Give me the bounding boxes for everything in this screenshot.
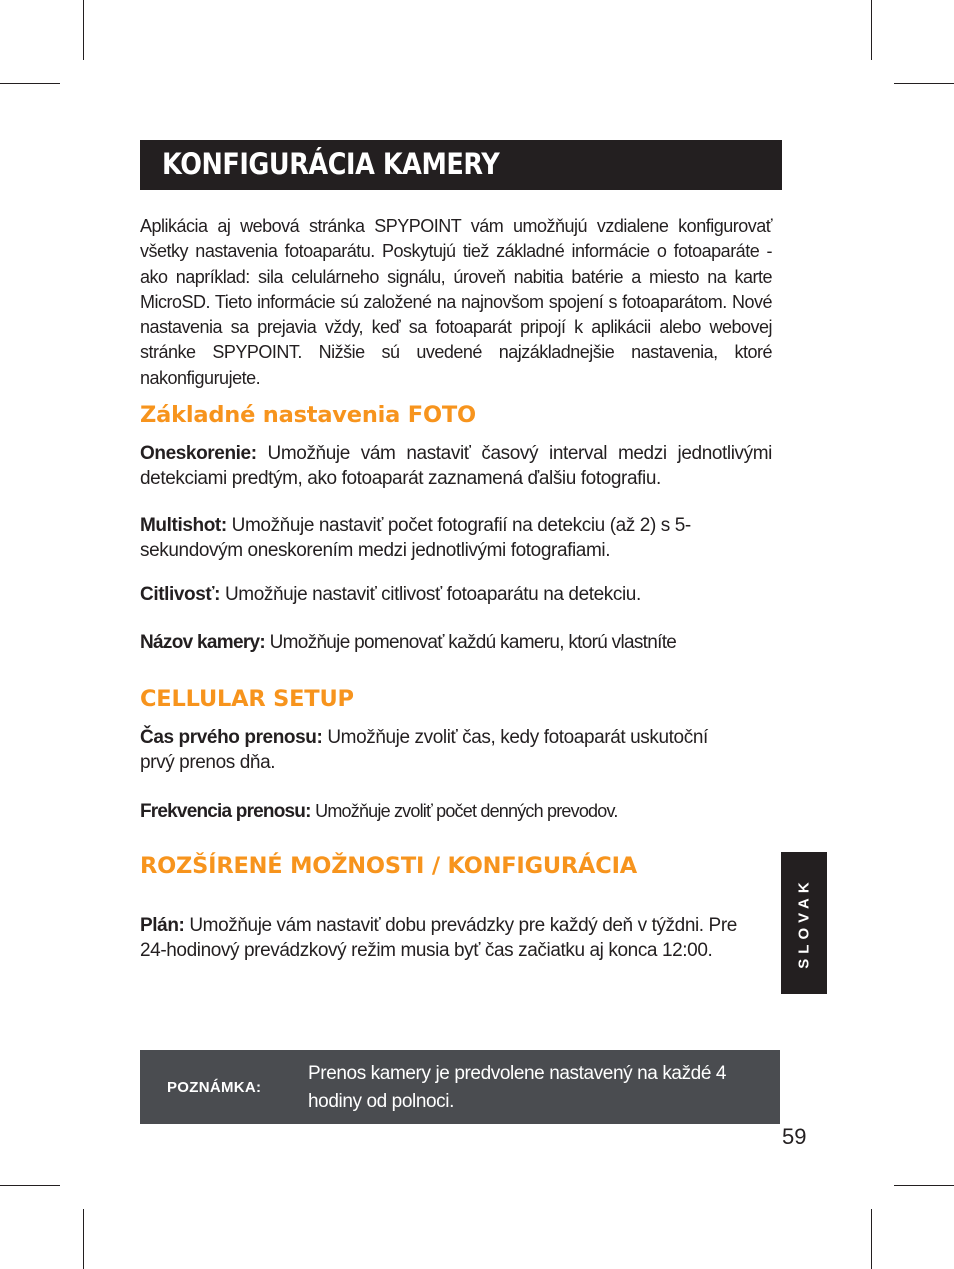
- setting-term: Frekvencia prenosu:: [140, 801, 311, 822]
- crop-mark: [0, 83, 60, 84]
- section-heading-cellular: CELLULAR SETUP: [140, 686, 354, 712]
- setting-term: Plán:: [140, 915, 185, 936]
- setting-multishot: [140, 513, 765, 563]
- page-number: 59: [782, 1124, 807, 1149]
- setting-description: Umožňuje nastaviť citlivosť fotoaparátu na detekciu.: [224, 584, 641, 605]
- crop-mark: [871, 1209, 872, 1269]
- setting-description: Umožňuje zvoliť počet denných prevodov.: [315, 801, 618, 821]
- note-label: POZNÁMKA:: [167, 1079, 262, 1096]
- section-heading-photo: Základné nastavenia FOTO: [140, 402, 476, 428]
- setting-sensitivity: [140, 582, 772, 607]
- setting-term: Oneskorenie:: [140, 443, 257, 464]
- setting-term: Citlivosť:: [140, 584, 221, 605]
- crop-mark: [83, 0, 84, 60]
- title-bar: [140, 140, 782, 190]
- setting-description: Umožňuje vám nastaviť časový interval medzi jednotlivými detekciami predtým, ako fotoaparát zaznamená ďalšiu fotografiu.: [140, 443, 772, 489]
- setting-term: Čas prvého prenosu:: [140, 727, 323, 748]
- setting-camera-name: [140, 630, 772, 655]
- note-text: Prenos kamery je predvolene nastavený na každé 4 hodiny od polnoci.: [308, 1063, 727, 1112]
- crop-mark: [0, 1185, 60, 1186]
- language-label: SLOVAK: [795, 877, 813, 969]
- setting-term: Multishot:: [140, 515, 227, 536]
- section-heading-advanced: ROZŠÍRENÉ MOŽNOSTI / KONFIGURÁCIA: [140, 853, 637, 879]
- setting-description: Umožňuje nastaviť počet fotografií na detekciu (až 2) s 5-sekundovým oneskorením medzi jednotlivými fotografiami.: [140, 515, 691, 561]
- language-tab: [781, 852, 827, 994]
- crop-mark: [83, 1209, 84, 1269]
- setting-term: Názov kamery:: [140, 632, 266, 653]
- setting-delay: [140, 441, 772, 491]
- page-title: KONFIGURÁCIA KAMERY: [162, 147, 500, 181]
- crop-mark: [871, 0, 872, 60]
- setting-description: Umožňuje zvoliť čas, kedy fotoaparát uskutoční prvý prenos dňa.: [140, 727, 708, 773]
- setting-transfer-frequency: [140, 799, 772, 824]
- setting-description: Umožňuje pomenovať každú kameru, ktorú vlastníte: [269, 632, 677, 653]
- crop-mark: [894, 83, 954, 84]
- setting-schedule: [140, 913, 748, 963]
- intro-paragraph: Aplikácia aj webová stránka SPYPOINT vám umožňujú vzdialene konfigurovať všetky nastavenia fotoaparátu. Poskytujú tiež základné informácie o fotoaparáte - ako napríklad: sila celulárneho signálu, úroveň nabitia batérie a miesto na karte MicroSD. Tieto informácie sú založené na najnovšom spojení s fotoaparátom. Nové nastavenia sa prejavia vždy, keď sa fotoaparát pripojí k aplikácii alebo webovej stránke SPYPOINT. Nižšie sú uvedené najzákladnejšie nastavenia, ktoré nakonfigurujete.: [140, 216, 772, 388]
- crop-mark: [894, 1185, 954, 1186]
- setting-first-transfer: [140, 725, 740, 775]
- note-box: [140, 1050, 780, 1124]
- setting-description: Umožňuje vám nastaviť dobu prevádzky pre každý deň v týždni. Pre 24-hodinový prevádzkový režim musia byť čas začiatku aj konca 12:00.: [140, 915, 737, 961]
